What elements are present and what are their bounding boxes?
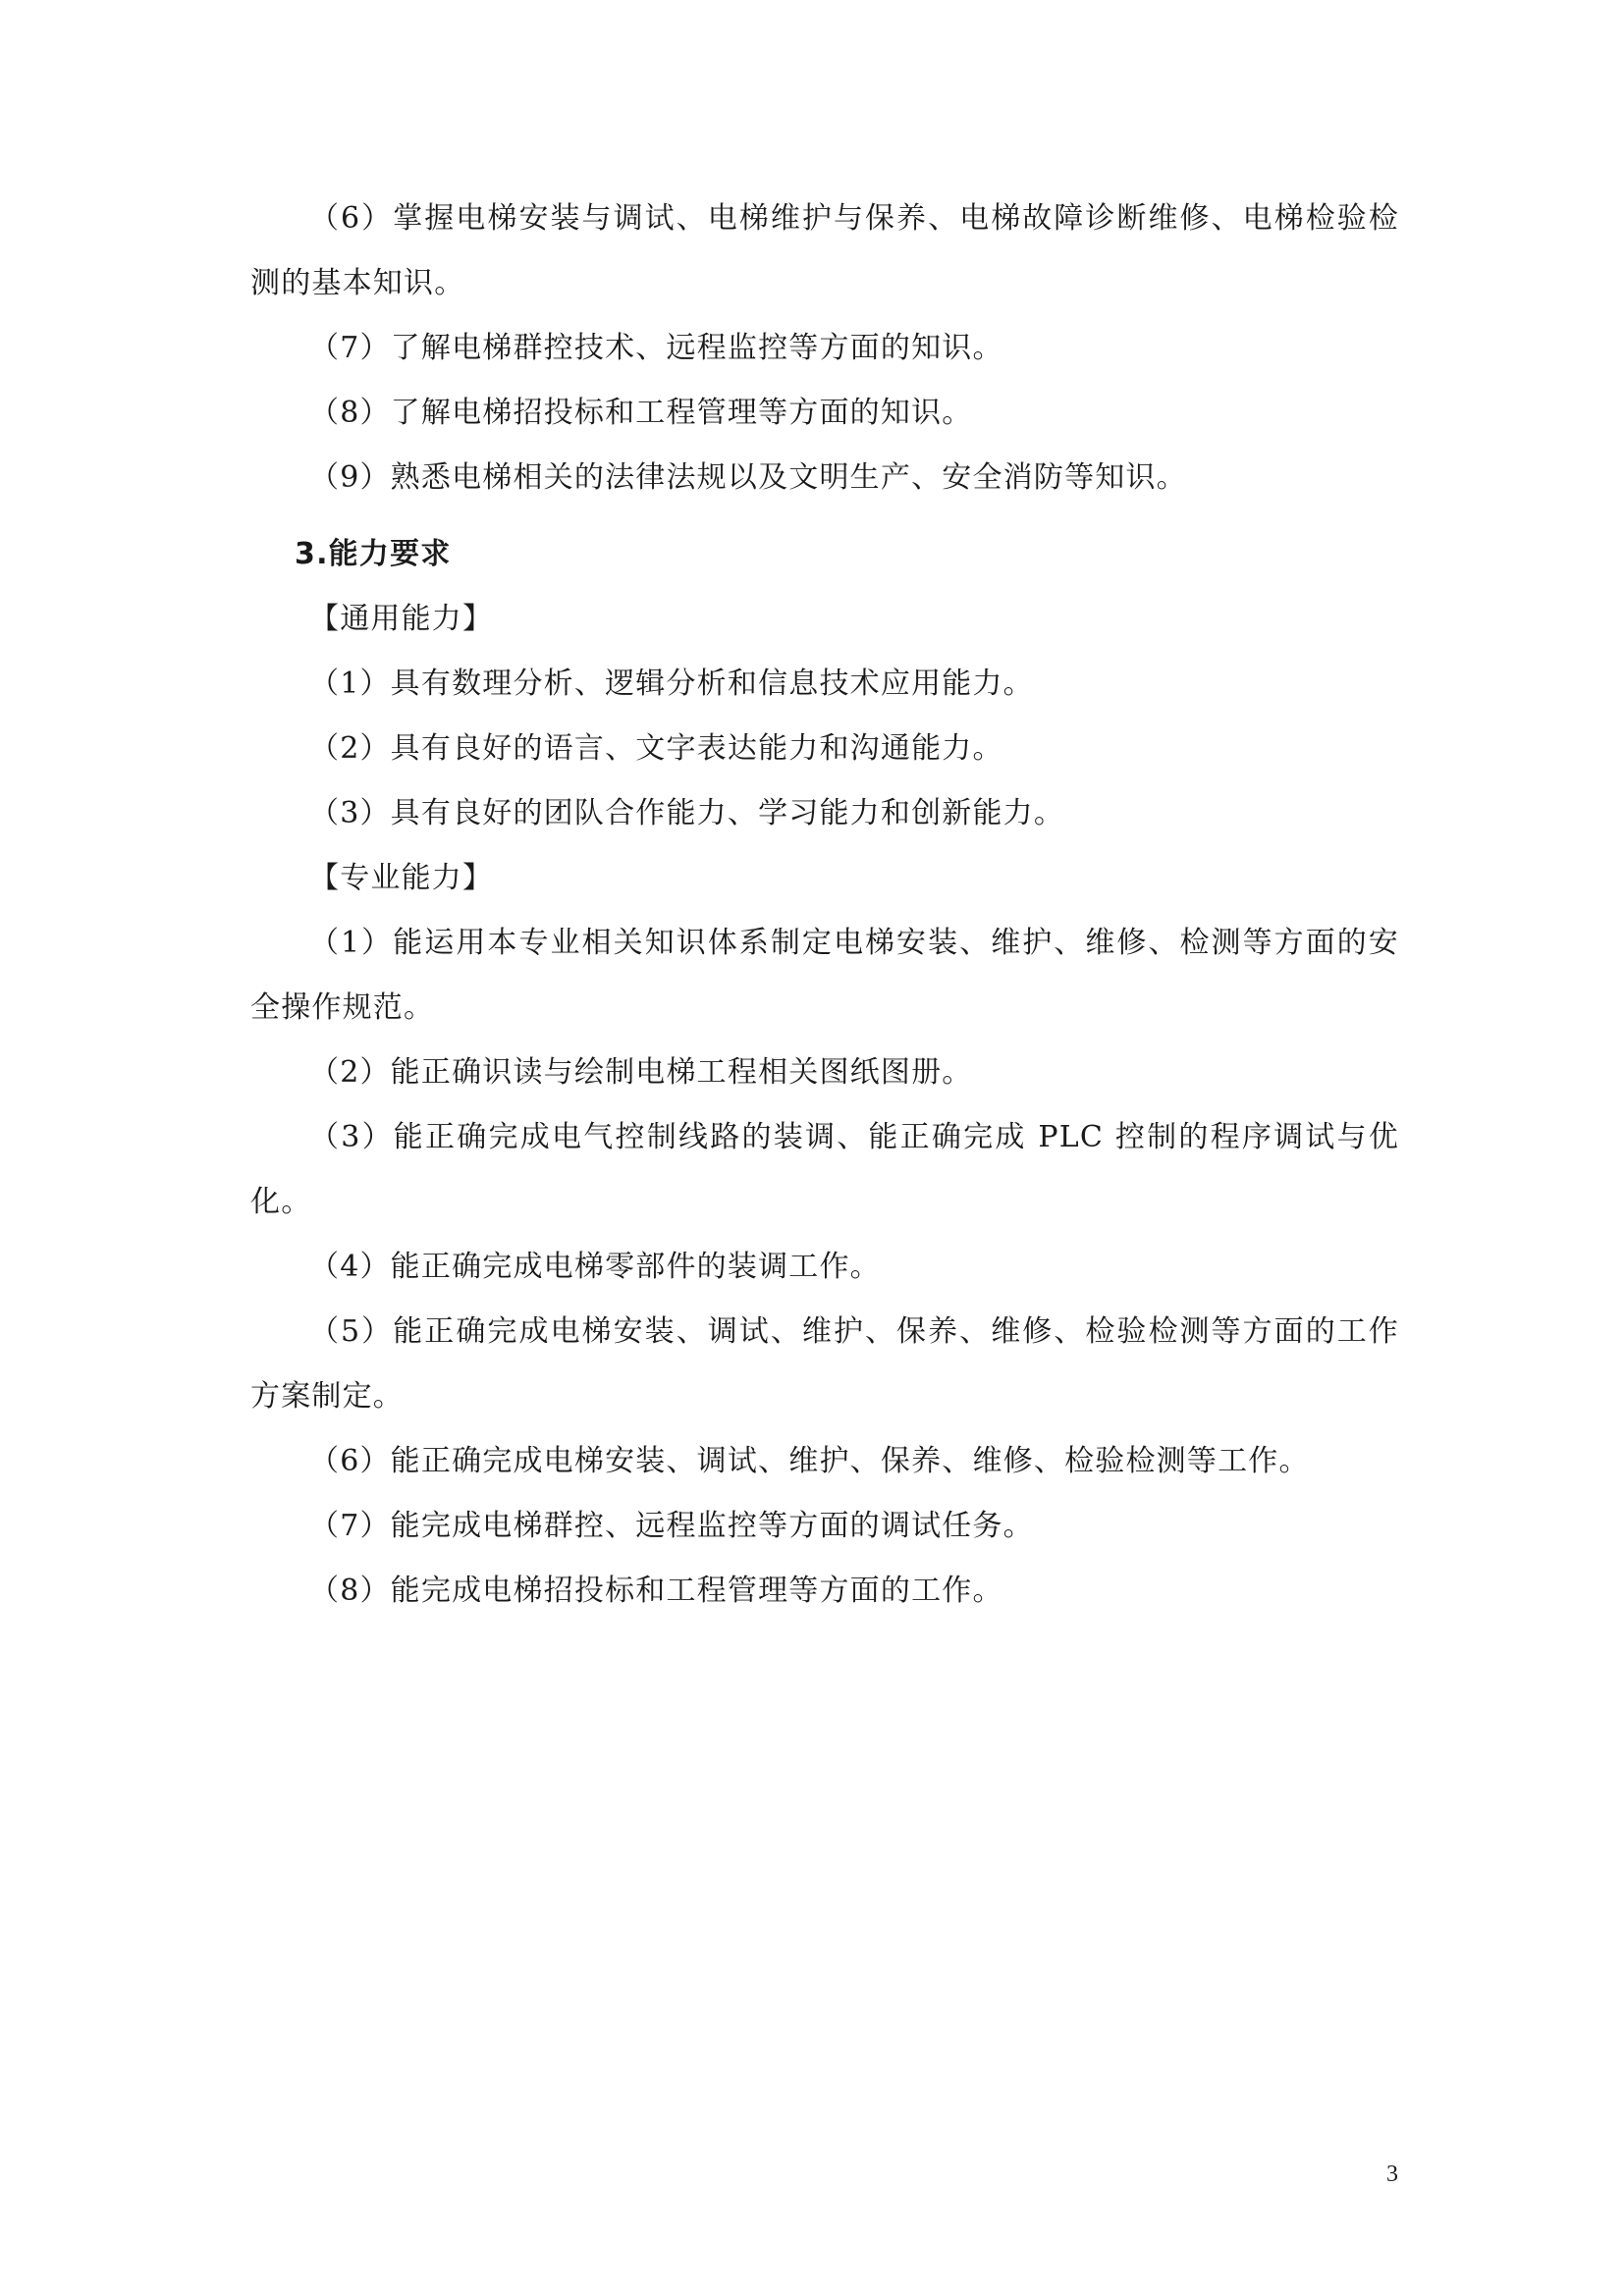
general-ability-title: 【通用能力】 (309, 602, 494, 636)
page-number: 3 (1386, 2162, 1398, 2187)
knowledge-item-6: （6）掌握电梯安装与调试、电梯维护与保养、电梯故障诊断维修、电梯检验检测的基本知识。 (250, 201, 1399, 300)
professional-ability-item-1: （1）能运用本专业相关知识体系制定电梯安装、维护、维修、检测等方面的安全操作规范。 (250, 926, 1399, 1025)
knowledge-item-9: （9）熟悉电梯相关的法律法规以及文明生产、安全消防等知识。 (309, 460, 1187, 495)
professional-ability-title: 【专业能力】 (309, 861, 494, 895)
professional-ability-item-3: （3）能正确完成电气控制线路的装调、能正确完成 PLC 控制的程序调试与优化。 (250, 1120, 1399, 1219)
professional-ability-item-5: （5）能正确完成电梯安装、调试、维护、保养、维修、检验检测等方面的工作方案制定。 (250, 1314, 1399, 1414)
professional-ability-item-7: （7）能完成电梯群控、远程监控等方面的调试任务。 (309, 1509, 1034, 1543)
general-ability-item-2: （2）具有良好的语言、文字表达能力和沟通能力。 (309, 731, 1003, 766)
professional-ability-item-4: （4）能正确完成电梯零部件的装调工作。 (309, 1250, 881, 1284)
section-heading-ability: 3.能力要求 (295, 537, 452, 571)
knowledge-item-8: （8）了解电梯招投标和工程管理等方面的知识。 (309, 396, 973, 430)
general-ability-item-1: （1）具有数理分析、逻辑分析和信息技术应用能力。 (309, 667, 1034, 701)
general-ability-item-3: （3）具有良好的团队合作能力、学习能力和创新能力。 (309, 796, 1065, 830)
professional-ability-item-8: （8）能完成电梯招投标和工程管理等方面的工作。 (309, 1574, 1003, 1608)
professional-ability-item-2: （2）能正确识读与绘制电梯工程相关图纸图册。 (309, 1055, 973, 1090)
professional-ability-item-6: （6）能正确完成电梯安装、调试、维护、保养、维修、检验检测等工作。 (309, 1444, 1310, 1478)
page-content (250, 187, 1399, 1624)
knowledge-item-7: （7）了解电梯群控技术、远程监控等方面的知识。 (309, 331, 1003, 365)
